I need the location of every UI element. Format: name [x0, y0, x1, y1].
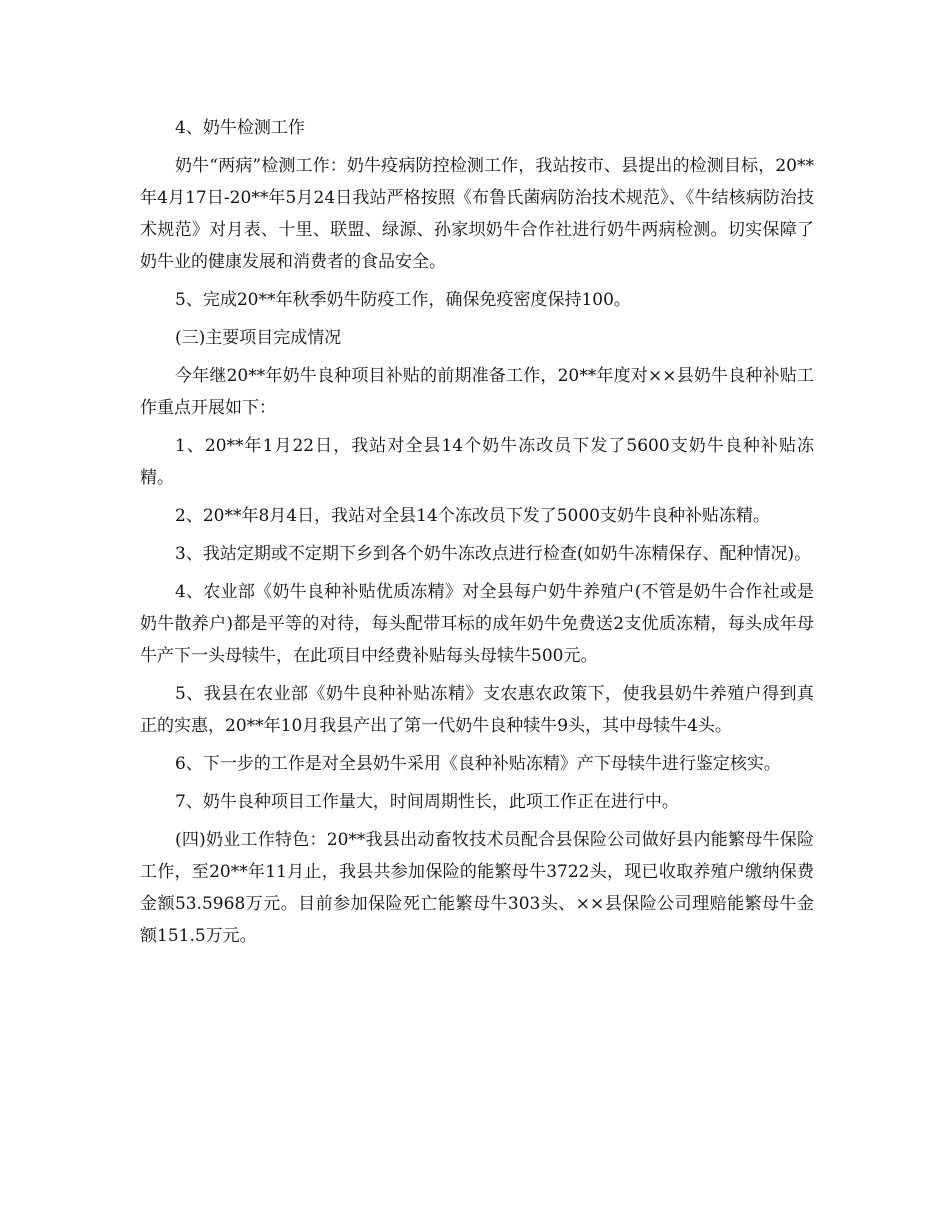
paragraph-subsidy-intro: 今年继20**年奶牛良种项目补贴的前期准备工作，20**年度对××县奶牛良种补贴工作重点开展如下： — [140, 366, 814, 418]
document-page — [140, 112, 814, 958]
paragraph-autumn-epidemic-prevention: 5、完成20**年秋季奶牛防疫工作，确保免疫密度保持100。 — [175, 290, 631, 310]
paragraph-item-6: 6、下一步的工作是对全县奶牛采用《良种补贴冻精》产下母犊牛进行鉴定核实。 — [175, 754, 781, 774]
section-heading-main-projects: (三)主要项目完成情况 — [175, 328, 342, 348]
paragraph-item-1: 1、20**年1月22日，我站对全县14个奶牛冻改员下发了5600支奶牛良种补贴冻精。 — [140, 436, 814, 488]
paragraph-item-5: 5、我县在农业部《奶牛良种补贴冻精》支农惠农政策下，使我县奶牛养殖户得到真正的实惠，20**年10月我县产出了第一代奶牛良种犊牛9头，其中母犊牛4头。 — [140, 684, 814, 736]
paragraph-two-disease-testing: 奶牛“两病”检测工作：奶牛疫病防控检测工作，我站按市、县提出的检测目标，20**年4月17日-20**年5月24日我站严格按照《布鲁氏菌病防治技术规范》、《牛结核病防治技术规范》对月表、十里、联盟、绿源、孙家坝奶牛合作社进行奶牛两病检测。切实保障了奶牛业的健康发展和消费者的食品安全。 — [140, 156, 814, 272]
paragraph-item-7: 7、奶牛良种项目工作量大，时间周期性长，此项工作正在进行中。 — [175, 792, 679, 812]
paragraph-item-4: 4、农业部《奶牛良种补贴优质冻精》对全县每户奶牛养殖户(不管是奶牛合作社或是奶牛散养户)都是平等的对待，每头配带耳标的成年奶牛免费送2支优质冻精，每头成年母牛产下一头母犊牛，在此项目中经费补贴每头母犊牛500元。 — [140, 582, 814, 666]
paragraph-item-2: 2、20**年8月4日，我站对全县14个冻改员下发了5000支奶牛良种补贴冻精。 — [175, 506, 770, 526]
paragraph-dairy-features: (四)奶业工作特色：20**我县出动畜牧技术员配合县保险公司做好县内能繁母牛保险工作，至20**年11月止，我县共参加保险的能繁母牛3722头，现已收取养殖户缴纳保费金额53.5968万元。目前参加保险死亡能繁母牛303头、××县保险公司理赔能繁母牛金额151.5万元。 — [140, 830, 814, 946]
section-heading-dairy-testing: 4、奶牛检测工作 — [175, 118, 305, 138]
paragraph-item-3: 3、我站定期或不定期下乡到各个奶牛冻改点进行检查(如奶牛冻精保存、配种情况)。 — [175, 544, 812, 564]
